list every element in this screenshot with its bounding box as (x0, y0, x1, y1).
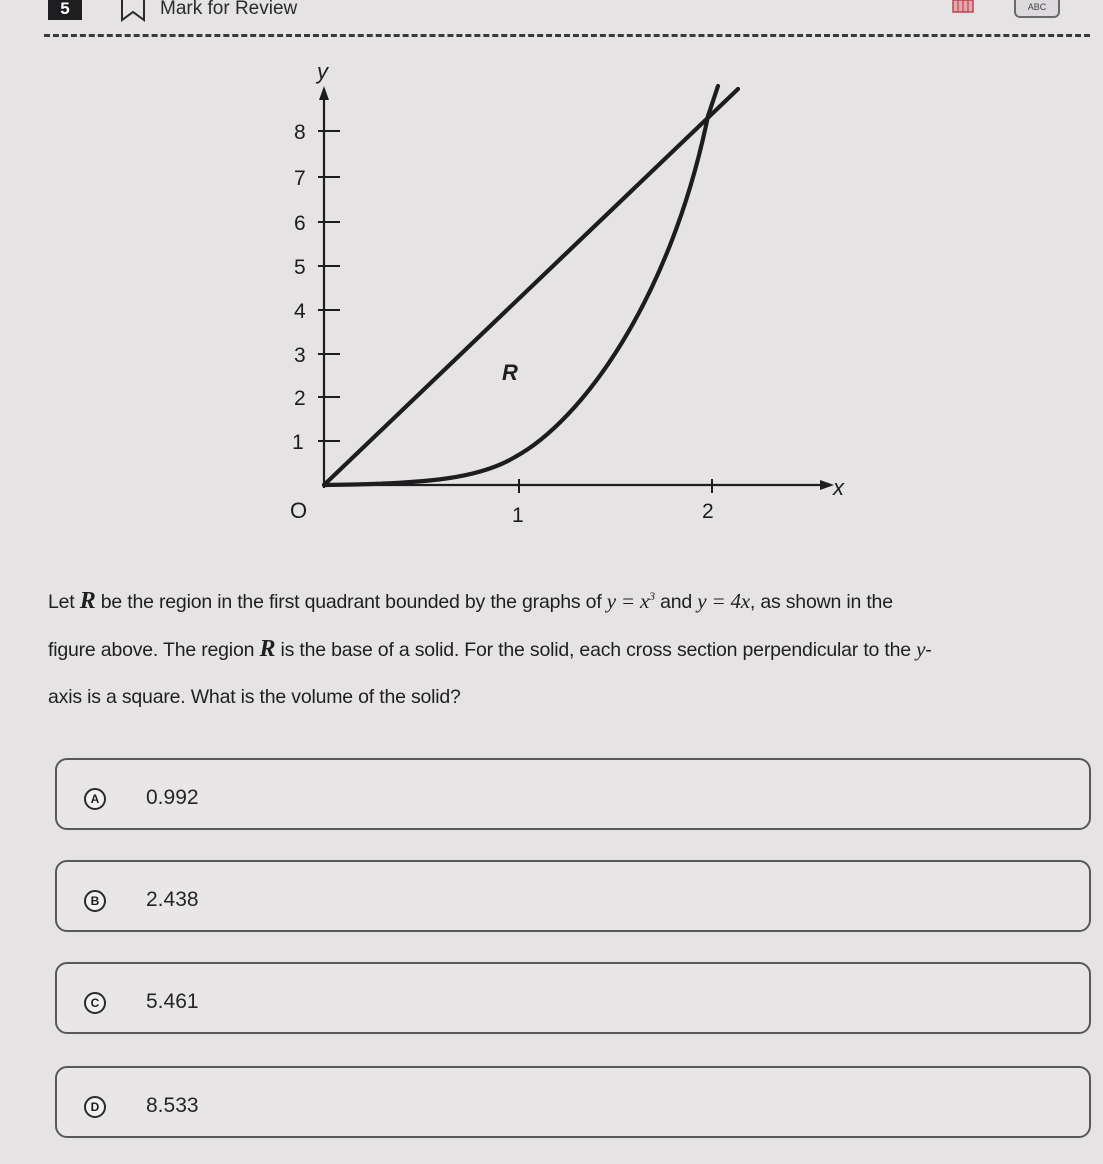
y-tick-label-2: 2 (294, 387, 306, 410)
answer-eliminator-button[interactable]: ABC (1014, 0, 1060, 18)
question-line-1: Let R be the region in the first quadrant bounded by the graphs of $y = x^3$ and y = 4x, as shown in the (48, 588, 893, 614)
choice-letter-a: A (84, 788, 106, 810)
choice-letter-d: D (84, 1096, 106, 1118)
question-number-badge: 5 (48, 0, 82, 20)
mark-for-review-button[interactable]: Mark for Review (160, 0, 298, 19)
origin-label: O (290, 498, 308, 523)
y-axis-label: y (317, 59, 328, 84)
y-tick-label-3: 3 (294, 344, 306, 367)
line-y-4x (324, 89, 738, 485)
y-ticks (318, 131, 340, 441)
x-tick-label-1: 1 (512, 504, 524, 527)
region-symbol: R (79, 588, 96, 614)
region-label: R (502, 360, 518, 385)
choice-letter-b: B (84, 890, 106, 912)
y-tick-label-8: 8 (294, 121, 306, 144)
question-line-2: figure above. The region R is the base of a solid. For the solid, each cross section perpendicular to the y- (48, 636, 932, 662)
bookmark-icon[interactable] (118, 0, 148, 22)
header-divider (44, 34, 1090, 37)
strikethrough-tool-icon[interactable] (952, 0, 974, 14)
y-axis-arrow-icon (319, 86, 329, 100)
equation-linear: y = 4x (697, 589, 750, 613)
choice-b[interactable] (55, 860, 1091, 932)
y-tick-label-6: 6 (294, 212, 306, 235)
y-tick-label-4: 4 (294, 300, 306, 323)
choice-c[interactable] (55, 962, 1091, 1034)
y-tick-label-5: 5 (294, 256, 306, 279)
x-tick-labels (512, 500, 714, 527)
x-axis-arrow-icon (820, 480, 834, 490)
question-header (0, 0, 1103, 40)
choice-d[interactable] (55, 1066, 1091, 1138)
choice-value-b: 2.438 (146, 888, 199, 911)
y-tick-labels (292, 121, 306, 454)
y-tick-label-7: 7 (294, 167, 306, 190)
question-line-3: axis is a square. What is the volume of the solid? (48, 686, 461, 708)
curve-y-x-cubed (324, 86, 718, 485)
choice-letter-c: C (84, 992, 106, 1014)
choice-value-a: 0.992 (146, 786, 199, 809)
region-graph (230, 52, 890, 532)
choice-a[interactable] (55, 758, 1091, 830)
choice-value-d: 8.533 (146, 1094, 199, 1117)
x-axis-label: x (833, 475, 844, 500)
region-symbol: R (259, 636, 276, 662)
y-tick-label-1: 1 (292, 431, 304, 454)
x-tick-label-2: 2 (702, 500, 714, 523)
choice-value-c: 5.461 (146, 990, 199, 1013)
equation-cubic: $y = x^3$ (606, 589, 655, 613)
question-text (48, 578, 1088, 721)
